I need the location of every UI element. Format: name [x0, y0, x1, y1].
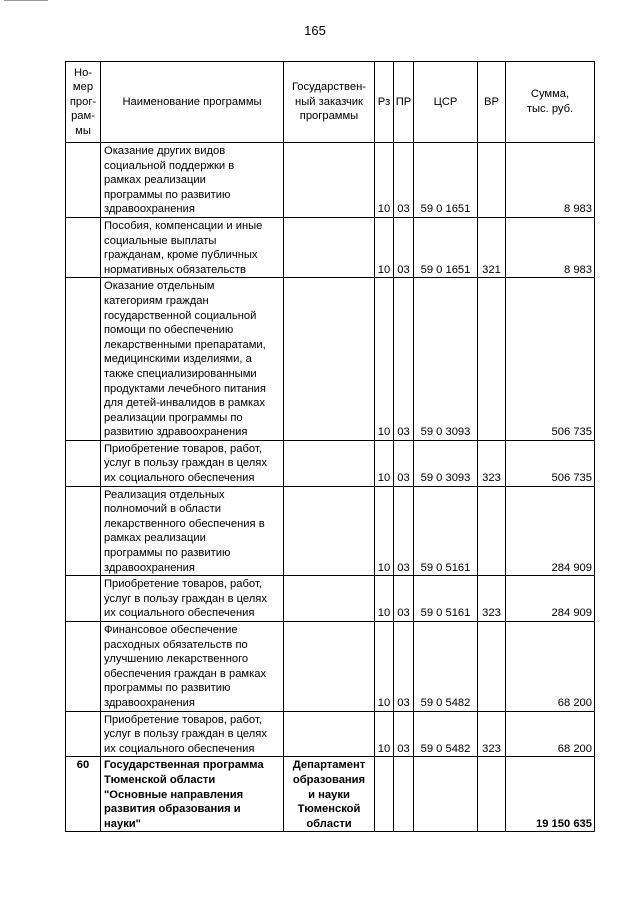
cell-program-name: Приобретение товаров, работ, услуг в пользу граждан в целях их социального обеспечения: [101, 576, 284, 622]
cell-program-number: [66, 711, 101, 757]
cell-program-number: [66, 217, 101, 277]
cell-csr: 59 0 5482: [414, 622, 478, 712]
cell-sum: 506 735: [506, 440, 595, 486]
cell-csr: 59 0 5161: [414, 486, 478, 576]
cell-program-number: [66, 576, 101, 622]
table-row: [66, 711, 595, 757]
header-vr: ВР: [478, 62, 506, 143]
cell-rz: 10: [375, 278, 394, 441]
cell-program-name: Реализация отдельных полномочий в области лекарственного обеспечения в рамках реализации программы по развитию здравоохранения: [101, 486, 284, 576]
cell-program-number: [66, 486, 101, 576]
cell-pr: 03: [394, 576, 414, 622]
cell-csr: 59 0 5482: [414, 711, 478, 757]
cell-sum: 284 909: [506, 486, 595, 576]
cell-pr: 03: [394, 711, 414, 757]
cell-pr: 03: [394, 278, 414, 441]
table-header-row: [66, 62, 595, 143]
cell-pr: 03: [394, 622, 414, 712]
cell-sum: 68 200: [506, 711, 595, 757]
cell-sum: 284 909: [506, 576, 595, 622]
header-sum: Сумма, тыс. руб.: [506, 62, 595, 143]
cell-rz: [375, 757, 394, 832]
cell-state-customer: [284, 622, 375, 712]
cell-csr: 59 0 3093: [414, 440, 478, 486]
cell-pr: 03: [394, 486, 414, 576]
table-row: [66, 486, 595, 576]
cell-rz: 10: [375, 576, 394, 622]
cell-program-number: [66, 440, 101, 486]
cell-program-number: 60: [66, 757, 101, 832]
cell-vr: 323: [478, 711, 506, 757]
cell-pr: 03: [394, 143, 414, 218]
cell-state-customer: [284, 576, 375, 622]
cell-state-customer: [284, 711, 375, 757]
cell-state-customer: [284, 278, 375, 441]
header-program-name: Наименование программы: [101, 62, 284, 143]
cell-vr: [478, 486, 506, 576]
cell-sum: 8 983: [506, 143, 595, 218]
cell-vr: 323: [478, 576, 506, 622]
cell-program-number: [66, 622, 101, 712]
cell-program-name: Государственная программа Тюменской области "Основные направления развития образования и науки": [101, 757, 284, 832]
cell-program-number: [66, 143, 101, 218]
cell-rz: 10: [375, 486, 394, 576]
cell-state-customer: [284, 217, 375, 277]
cell-csr: 59 0 1651: [414, 143, 478, 218]
cell-state-customer: [284, 143, 375, 218]
header-state-customer: Государствен- ный заказчик программы: [284, 62, 375, 143]
scan-corner-mark: [4, 0, 48, 3]
cell-vr: [478, 278, 506, 441]
cell-vr: [478, 757, 506, 832]
cell-program-name: Оказание отдельным категориям граждан государственной социальной помощи по обеспечению лекарственными препаратами, медицинскими изделиями, а также специализированными продуктами лечебного питания для детей-инвалидов в рамках реализации программы по развитию здравоохранения: [101, 278, 284, 441]
table-row: [66, 278, 595, 441]
cell-pr: 03: [394, 440, 414, 486]
header-pr: ПР: [394, 62, 414, 143]
table-row: [66, 440, 595, 486]
cell-program-name: Пособия, компенсации и иные социальные выплаты гражданам, кроме публичных нормативных обязательств: [101, 217, 284, 277]
cell-sum: 68 200: [506, 622, 595, 712]
cell-program-name: Приобретение товаров, работ, услуг в пользу граждан в целях их социального обеспечения: [101, 440, 284, 486]
header-csr: ЦСР: [414, 62, 478, 143]
cell-csr: 59 0 5161: [414, 576, 478, 622]
cell-csr: [414, 757, 478, 832]
header-rz: Рз: [375, 62, 394, 143]
cell-program-number: [66, 278, 101, 441]
cell-sum: 19 150 635: [506, 757, 595, 832]
cell-pr: 03: [394, 217, 414, 277]
cell-vr: [478, 622, 506, 712]
cell-rz: 10: [375, 711, 394, 757]
cell-rz: 10: [375, 143, 394, 218]
cell-sum: 8 983: [506, 217, 595, 277]
cell-sum: 506 735: [506, 278, 595, 441]
cell-program-name: Приобретение товаров, работ, услуг в пользу граждан в целях их социального обеспечения: [101, 711, 284, 757]
table-row: [66, 217, 595, 277]
cell-rz: 10: [375, 217, 394, 277]
page-number: 165: [304, 23, 326, 38]
cell-csr: 59 0 1651: [414, 217, 478, 277]
cell-pr: [394, 757, 414, 832]
cell-state-customer: [284, 486, 375, 576]
cell-program-name: Оказание других видов социальной поддержки в рамках реализации программы по развитию здравоохранения: [101, 143, 284, 218]
cell-vr: [478, 143, 506, 218]
table-row: [66, 576, 595, 622]
cell-vr: 323: [478, 440, 506, 486]
cell-state-customer: Департамент образования и науки Тюменской области: [284, 757, 375, 832]
table-row: [66, 757, 595, 832]
cell-rz: 10: [375, 440, 394, 486]
header-program-number: Но- мер прог- рам- мы: [66, 62, 101, 143]
cell-state-customer: [284, 440, 375, 486]
budget-table: [65, 61, 595, 832]
cell-csr: 59 0 3093: [414, 278, 478, 441]
table-row: [66, 143, 595, 218]
table-body: [66, 143, 595, 832]
cell-vr: 321: [478, 217, 506, 277]
cell-rz: 10: [375, 622, 394, 712]
cell-program-name: Финансовое обеспечение расходных обязательств по улучшению лекарственного обеспечения граждан в рамках программы по развитию здравоохранения: [101, 622, 284, 712]
table-row: [66, 622, 595, 712]
